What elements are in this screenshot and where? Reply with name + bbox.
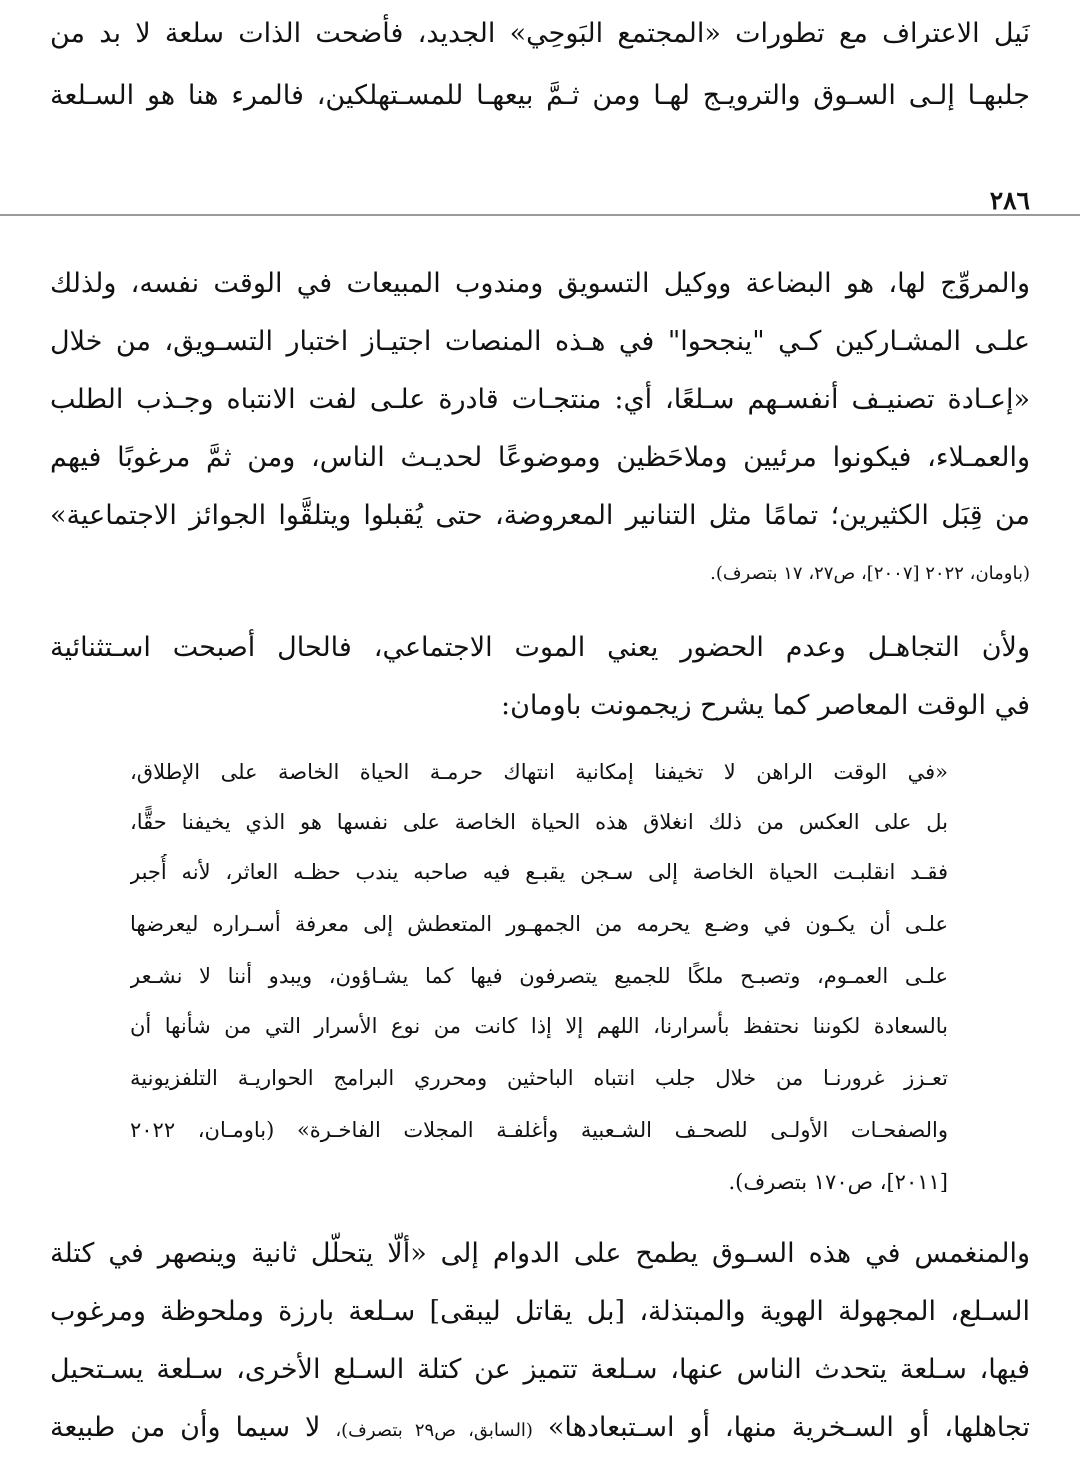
paragraph-line: علـى المشـاركين كـي "ينجحوا" في هـذه المنصات اجتيـاز اختبار التسـويق، من خلال <box>50 326 1030 357</box>
paragraph-line: ولأن التجاهـل وعدم الحضور يعني الموت الاجتماعي، فالحال أصبحت اسـتثنائية <box>50 632 1030 663</box>
quote-line: علـى أن يكـون في وضـع يحرمه من الجمهـور المتعطش إلى معرفة أسـراره ليعرضها <box>130 912 948 936</box>
paragraph-line: والمروِّج لها، هو البضاعة ووكيل التسويق ومندوب المبيعات في الوقت نفسه، ولذلك <box>50 268 1030 299</box>
text-line: نَيل الاعتراف مع تطورات «المجتمع البَوحِي» الجديد، فأضحت الذات سلعة لا بد من <box>50 18 1030 49</box>
quote-line: «في الوقت الراهن لا تخيفنا إمكانية انتهاك حرمـة الحياة الخاصة على الإطلاق، <box>130 760 948 784</box>
paragraph-line: والمنغمس في هذه السـوق يطمح على الدوام إلى «ألَّا يتحلَّل ثانية وينصهر في كتلة <box>50 1238 1030 1269</box>
citation: (باومان، ٢٠٢٢ [٢٠٠٧]، ص٢٧، ١٧ بتصرف). <box>710 563 1030 584</box>
quote-line: [٢٠١١]، ص١٧٠ بتصرف). <box>728 1170 948 1194</box>
text-line: جلبهـا إلـى السـوق والترويـج لهـا ومن ثـمَّ بيعهـا للمسـتهلكين، فالمرء هنا هو السـلعة <box>50 80 1030 111</box>
paragraph-line <box>50 1406 1030 1450</box>
paragraph-line: السـلع، المجهولة الهوية والمبتذلة، [بل يقاتل ليبقى] سـلعة بارزة وملحوظة ومرغوب <box>50 1296 1030 1327</box>
quote-line: بل على العكس من ذلك انغلاق هذه الحياة الخاصة على نفسها هو الذي يخيفنا حقًّا، <box>130 810 948 834</box>
paragraph-line: فيها، سـلعة يتحدث الناس عنها، سـلعة تتميز عن كتلة السـلع الأخرى، سـلعة يسـتحيل <box>50 1354 1030 1385</box>
quote-line: بالسعادة لكوننا نحتفظ بأسرارنا، اللهم إلا إذا كانت من نوع الأسرار التي من شأنها أن <box>130 1014 948 1038</box>
paragraph-line: «إعـادة تصنيـف أنفسـهم سـلعًا، أي: منتجـات قادرة علـى لفت الانتباه وجـذب الطلب <box>50 384 1030 415</box>
current-page <box>0 218 1080 1458</box>
paragraph-line-tail: لا سيما وأن من طبيعة <box>50 1412 321 1443</box>
paragraph-line: في الوقت المعاصر كما يشرح زيجمونت باومان: <box>501 690 1030 721</box>
paragraph-line: من قِبَل الكثيرين؛ تمامًا مثل التنانير المعروضة، حتى يُقبلوا ويتلقَّوا الجوائز الاجتماعية» <box>50 500 1030 531</box>
quote-line: علـى العمـوم، وتصبـح ملكًا للجميع يتصرفون فيها كما يشـاؤون، ويبدو أننا لا نشـعر <box>130 964 948 988</box>
inline-citation: (السابق، ص٢٩ بتصرف)، <box>335 1420 533 1441</box>
page-number: ٢٨٦ <box>989 186 1030 215</box>
quote-line: فقـد انقلبـت الحياة الخاصة إلى سـجن يقبـع فيه صاحبه يندب حظـه العاثر، لأنه أُجبر <box>130 860 948 884</box>
paragraph-line-text: تجاهلها، أو السـخرية منها، أو اسـتبعادها» <box>547 1412 1030 1443</box>
previous-page-fragment <box>0 0 1080 216</box>
paragraph-line: والعمـلاء، فيكونوا مرئيين وملاحَظين وموضوعًا لحديـث الناس، ومن ثمَّ مرغوبًا فيهم <box>50 442 1030 473</box>
quote-line: والصفحـات الأولـى للصحـف الشـعبية وأغلفـة المجلات الفاخـرة» (باومـان، ٢٠٢٢ <box>130 1118 948 1142</box>
quote-line: تعـزز غرورنـا من خلال جلب انتباه الباحثين ومحرري البرامج الحواريـة التلفزيونية <box>130 1066 948 1090</box>
